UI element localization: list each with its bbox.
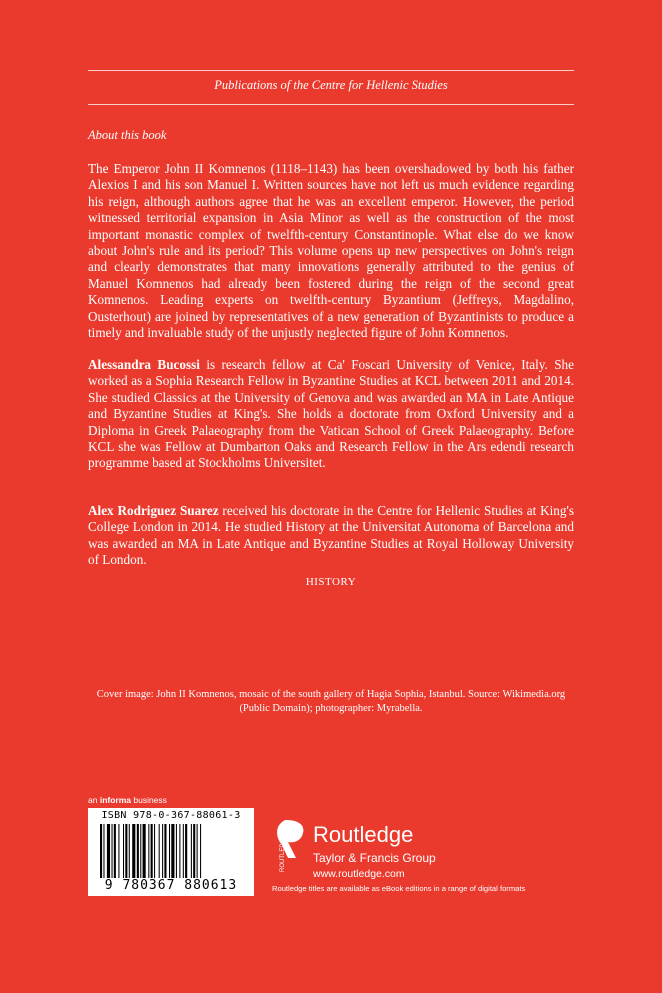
barcode-bar bbox=[112, 824, 113, 878]
series-title: Publications of the Centre for Hellenic Studies bbox=[214, 78, 448, 92]
publisher-name: Routledge bbox=[313, 822, 414, 847]
top-rule bbox=[88, 70, 574, 71]
barcode-digits: 9 780367 880613 bbox=[104, 878, 238, 893]
barcode-bar bbox=[183, 824, 184, 878]
barcode-bar bbox=[107, 824, 110, 878]
informa-business-label: an informa business bbox=[88, 795, 167, 805]
informa-brand: informa bbox=[99, 795, 131, 805]
barcode-bar bbox=[132, 824, 135, 878]
barcode-bar bbox=[164, 824, 166, 878]
barcode-bar bbox=[179, 824, 180, 878]
ebook-note: Routledge titles are available as eBook editions in a range of digital formats bbox=[272, 884, 526, 893]
isbn-number: ISBN 978-0-367-88061-3 bbox=[101, 810, 241, 821]
barcode-bar bbox=[129, 824, 130, 878]
about-heading: About this book bbox=[88, 128, 167, 142]
barcode-bar bbox=[143, 824, 146, 878]
editor-bio-1 bbox=[88, 357, 574, 472]
cover-credit: Cover image: John II Komnenos, mosaic of the south gallery of Hagia Sophia, Istanbul. Source: Wikimedia.org (Public Domain); photographer: Myrabella. bbox=[96, 689, 566, 714]
barcode-bar bbox=[169, 824, 170, 878]
barcode-bar bbox=[191, 824, 192, 878]
book-description: The Emperor John II Komnenos (1118–1143) has been overshadowed by both his father Alexios I and his son Manuel I. Written sources have not left us much evidence regarding his reign, although authors agree that he was an excellent emperor. However, the period witnessed territorial expansion in Asia Minor as well as the construction of the most important monastic complex of twelfth-century Constantinople. What else do we know about John's rule and its period? This volume opens up new perspectives on John's reign and clearly demonstrates that many innovations generally attributed to the genius of Manuel Komnenos had already been fostered during the reign of the second great Komnenos. Leading experts on twelfth-century Byzantium (Jeffreys, Magdalino, Ousterhout) are joined by representatives of a new generation of Byzantinists to produce a timely and invaluable study of the unjustly neglected figure of John Komnenos. bbox=[88, 161, 574, 341]
publisher-url[interactable]: www.routledge.com bbox=[313, 868, 405, 880]
barcode-bar bbox=[151, 824, 153, 878]
barcode-bar bbox=[100, 824, 102, 878]
editor-bio-2 bbox=[88, 503, 574, 569]
editor-bio-text-1: is research fellow at Ca' Foscari University of Venice, Italy. She worked as a Sophia Research Fellow in Byzantine Studies at KCL between 2011 and 2014. She studied Classics at the University of Genova and was awarded an MA in Late Antique and Byzantine Studies at King's. She holds a doctorate from Oxford University and a Diploma in Greek Palaeography from the Vatican School of Greek Palaeography. Before KCL she was Fellow at Dumbarton Oaks and Research Fellow in the Ars edendi research programme based at Stockholms Universitet. bbox=[88, 357, 574, 471]
barcode-icon bbox=[100, 824, 242, 878]
series-rule bbox=[88, 104, 574, 105]
barcode-bar bbox=[137, 824, 139, 878]
barcode-bar bbox=[103, 824, 104, 878]
barcode-bar bbox=[197, 824, 198, 878]
barcode-bar bbox=[140, 824, 141, 878]
publisher-group: Taylor & Francis Group bbox=[313, 851, 436, 865]
subject-category: HISTORY bbox=[305, 576, 357, 588]
barcode-bar bbox=[154, 824, 155, 878]
barcode-bar bbox=[125, 824, 127, 878]
barcode-bar bbox=[185, 824, 187, 878]
barcode-bar bbox=[171, 824, 174, 878]
barcode-bar bbox=[118, 824, 119, 878]
barcode-bar bbox=[114, 824, 116, 878]
editor-name-1: Alessandra Bucossi bbox=[88, 357, 200, 372]
isbn-barcode bbox=[88, 808, 254, 896]
routledge-logo-icon bbox=[272, 818, 308, 876]
editor-bio-text-2: received his doctorate in the Centre for Hellenic Studies at King's College London in 2014. He studied History at the Universitat Autonoma of Barcelona and was awarded an MA in Late Antique and Byzantine Studies at Royal Holloway University of London. bbox=[88, 503, 574, 568]
barcode-bar bbox=[162, 824, 163, 878]
barcode-bar bbox=[176, 824, 177, 878]
barcode-bar bbox=[123, 824, 124, 878]
svg-text:ROUTLEDGE: ROUTLEDGE bbox=[280, 834, 286, 872]
barcode-bar bbox=[200, 824, 201, 878]
barcode-bar bbox=[159, 824, 160, 878]
editor-name-2: Alex Rodriguez Suarez bbox=[88, 503, 219, 518]
barcode-bar bbox=[148, 824, 149, 878]
barcode-bar bbox=[193, 824, 195, 878]
